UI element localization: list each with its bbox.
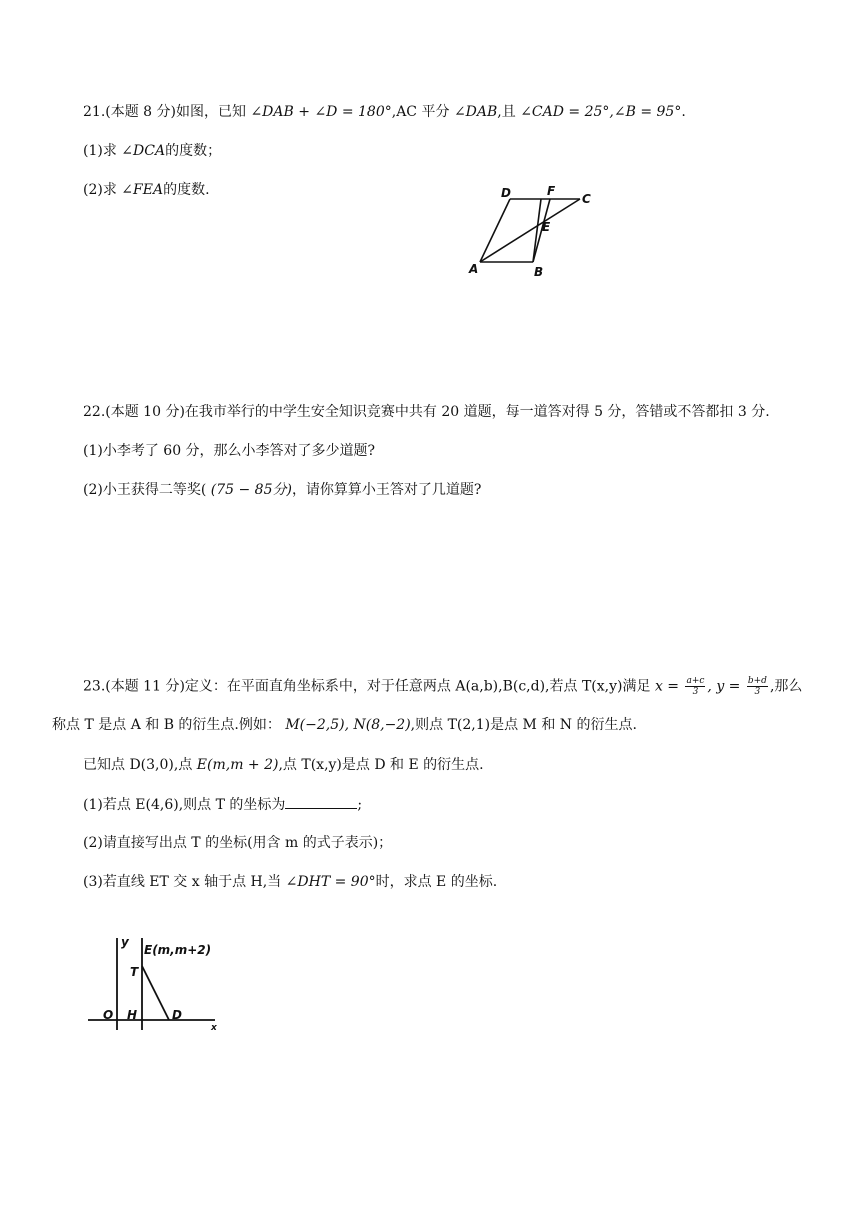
q21-cond1: ∠DAB + ∠D = 180° bbox=[250, 104, 392, 120]
q21-part2: (2)求 ∠FEA的度数. bbox=[83, 182, 210, 198]
q21-cond2: ∠DAB bbox=[453, 104, 498, 120]
q22-stem: 22.(本题 10 分)在我市举行的中学生安全知识竞赛中共有 20 道题，每一道答对得 5 分，答错或不答都扣 3 分. bbox=[83, 404, 770, 420]
q21-cond3: ∠CAD = 25°,∠B = 95° bbox=[520, 104, 682, 120]
y-fraction: $\frac{b+d}{3}$ bbox=[747, 676, 767, 697]
q23-definition-example: 称点 T 是点 A 和 B 的衍生点.例如： M(−2,5), N(8,−2),则点 T(2,1)是点 M 和 N 的衍生点. bbox=[52, 717, 637, 733]
label-B: B bbox=[534, 265, 544, 279]
q22-part1: (1)小李考了 60 分，那么小李答对了多少道题? bbox=[83, 443, 376, 459]
x-fraction: $\frac{a+c}{3}$ bbox=[686, 676, 705, 697]
q23-figure bbox=[85, 930, 225, 1035]
segment-FE bbox=[533, 199, 541, 262]
q21-figure bbox=[465, 185, 600, 280]
label-A: A bbox=[469, 262, 479, 276]
label-C: C bbox=[582, 192, 591, 206]
q23-part3: (3)若直线 ET 交 x 轴于点 H,当 ∠DHT = 90°时，求点 E 的坐标. bbox=[83, 874, 498, 890]
segment-TD bbox=[142, 966, 169, 1020]
label-T: T bbox=[130, 965, 139, 979]
q23-part2: (2)请直接写出点 T 的坐标(用含 m 的式子表示)； bbox=[83, 835, 393, 851]
q22-part2: (2)小王获得二等奖( (75 − 85分)，请你算算小王答对了几道题? bbox=[83, 482, 482, 498]
q21-part1: (1)求 ∠DCA的度数； bbox=[83, 143, 222, 159]
label-H: H bbox=[127, 1008, 138, 1022]
label-y: y bbox=[121, 935, 129, 949]
label-F: F bbox=[547, 185, 556, 198]
q23-part1: (1)若点 E(4,6),则点 T 的坐标为 ; bbox=[83, 794, 362, 815]
label-E: E bbox=[542, 220, 551, 234]
label-O: O bbox=[103, 1008, 114, 1022]
label-D: D bbox=[172, 1008, 182, 1022]
q21-stem: 21.(本题 8 分)如图，已知 ∠DAB + ∠D = 180°,AC 平分 ∠DAB,且 ∠CAD = 25°,∠B = 95°. bbox=[83, 104, 686, 120]
q23-stem: 23.(本题 11 分)定义：在平面直角坐标系中，对于任意两点 A(a,b),B(c,d),若点 T(x,y)满足 x = $\frac{a+c}{3}$ , y = $\frac{b+d}{3}$ ,那么 bbox=[83, 676, 803, 697]
answer-blank[interactable] bbox=[285, 794, 357, 809]
label-D: D bbox=[501, 186, 511, 200]
q23-given: 已知点 D(3,0),点 E(m,m + 2),点 T(x,y)是点 D 和 E 的衍生点. bbox=[83, 757, 484, 773]
label-E: E(m,m+2) bbox=[144, 943, 212, 957]
label-x: x bbox=[211, 1023, 217, 1033]
